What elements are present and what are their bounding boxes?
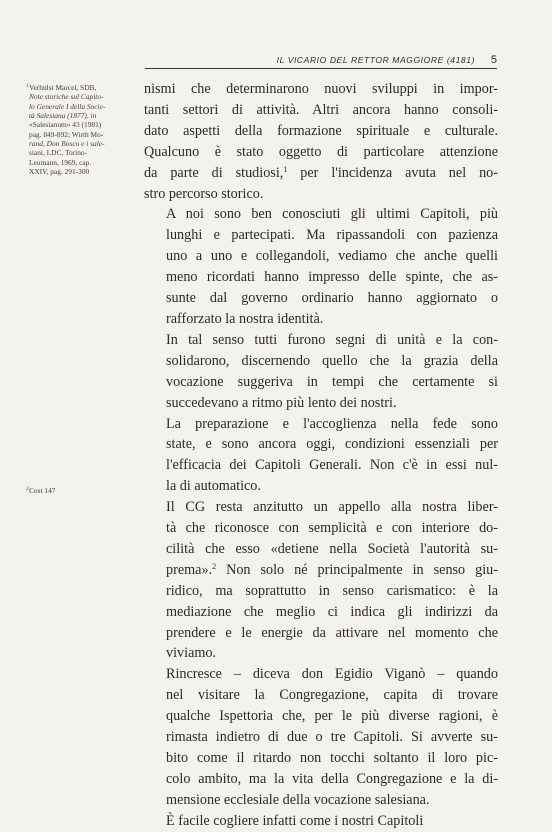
note-line: «Salesianum» 43 (1981) [29,120,102,130]
footnote-ref[interactable]: 2 [212,561,217,571]
margin-note-1 [26,83,127,177]
text-line: prema».$^2$ Non solo né principalmente in senso giu- [166,561,498,578]
text-line: nismi che determinarono nuovi sviluppi in impor- [144,81,498,97]
note-line: Note storiche sul Capito- [29,92,104,102]
note-line: tà Salesiana (1877), in [29,111,97,121]
text-line: Rincresce – diceva don Egidio Viganò – quando [166,666,498,683]
page-header [145,50,497,69]
text-line: meno ricordati hanno impresso delle spinte, che as- [166,269,498,286]
text-line: state, e sono ancora oggi, condizioni essenziali per [166,436,498,453]
note-line: pag. 849-892; Wirth Mo- [29,129,104,139]
text-line: colo ambito, ma la vita della Congregazione e la di- [166,770,498,787]
note-mark: 1 [26,83,29,89]
text-line: nel visitare la Congregazione, capita di trovare [166,687,498,704]
paragraph [144,414,498,498]
note-line: XXIV, pag. 291-300 [29,167,90,177]
text-line: È facile cogliere infatti come i nostri Capitoli [166,812,424,829]
text-line: rafforzato la nostra identità. [166,310,324,327]
text-line: succedevano a ritmo più lento dei nostri. [166,394,397,411]
paragraph [144,497,498,664]
paragraph [144,204,498,329]
text-line: A noi sono ben conosciuti gli ultimi Capitoli, più [166,206,498,223]
text-line: dato aspetti della formazione spirituale e culturale. [144,122,498,139]
body-text [144,79,498,832]
note-line: rand, Don Bosco e i sale- [29,139,105,149]
text-line: lunghi e partecipati. Ma ripassandoli con pazienza [166,227,498,244]
text-line: La preparazione e l'accoglienza nella fede sono [166,415,498,432]
footnote-ref[interactable]: 1 [283,164,288,174]
paragraph [144,79,498,204]
text-line: mensione ecclesiale della vocazione salesiana. [166,791,430,808]
text-line: bito come il ritardo non tocchi soltanto il loro pic- [166,750,498,766]
text-line: mediazione che meglio ci indica gli indirizzi da [166,603,498,620]
note-line: siani, LDC, Torino- [29,148,88,158]
page-number: 5 [490,54,497,66]
text-line: vocazione suggeriva in tempi che certamente si [166,373,498,390]
text-line: ridico, ma soprattutto in senso carismatico: è la [166,582,498,599]
note-line: Verhulst Marcel, SDB, [29,83,97,92]
text-line: In tal senso tutti furono segni di unità e la con- [166,331,498,348]
text-line: uno a uno e collegandoli, vediamo che anche quelli [166,248,498,265]
text-line: cilità che esso «detiene nella Società l'autorità su- [166,540,498,557]
note-line: lo Generale I della Socie- [29,101,106,111]
text-line: stro percorso storico. [144,185,264,202]
text-line: la di automatico. [166,478,261,495]
paragraph [144,811,498,832]
text-line: viviamo. [166,645,217,662]
paragraph [144,330,498,414]
note-mark: 2 [26,486,29,492]
text-line: rimasta indietro di due o tre Capitoli. Si avverte su- [166,729,498,746]
text-line: Il CG resta anzitutto un appello alla nostra liber- [166,499,498,516]
running-head: IL VICARIO DEL RETTOR MAGGIORE (4181) [276,55,475,65]
text-line: prendere e le energie da attivare nel momento che [166,624,498,641]
text-line: tà che riconosce con semplicità e con interiore do- [166,520,498,537]
note-line: Cost 147 [29,486,56,495]
paragraph [144,664,498,810]
text-line: sunte dal governo ordinario hanno aggiornato o [166,290,498,307]
text-line: Qualcuno è stato oggetto di particolare attenzione [144,143,498,160]
margin-note-2 [26,486,127,495]
note-line: Leumann, 1969, cap. [29,157,92,167]
text-line: tanti settori di attività. Altri ancora hanno consoli- [144,101,498,118]
text-line: l'efficacia dei Capitoli Generali. Non c'è in essi nul- [166,457,498,474]
text-line: solidarono, discernendo quello che la grazia della [166,352,498,369]
text-line: qualche Ispettoria che, per le più diverse ragioni, è [166,708,498,725]
text-line: da parte di studiosi,$^1$ per l'incidenza avuta nel no- [144,164,498,181]
